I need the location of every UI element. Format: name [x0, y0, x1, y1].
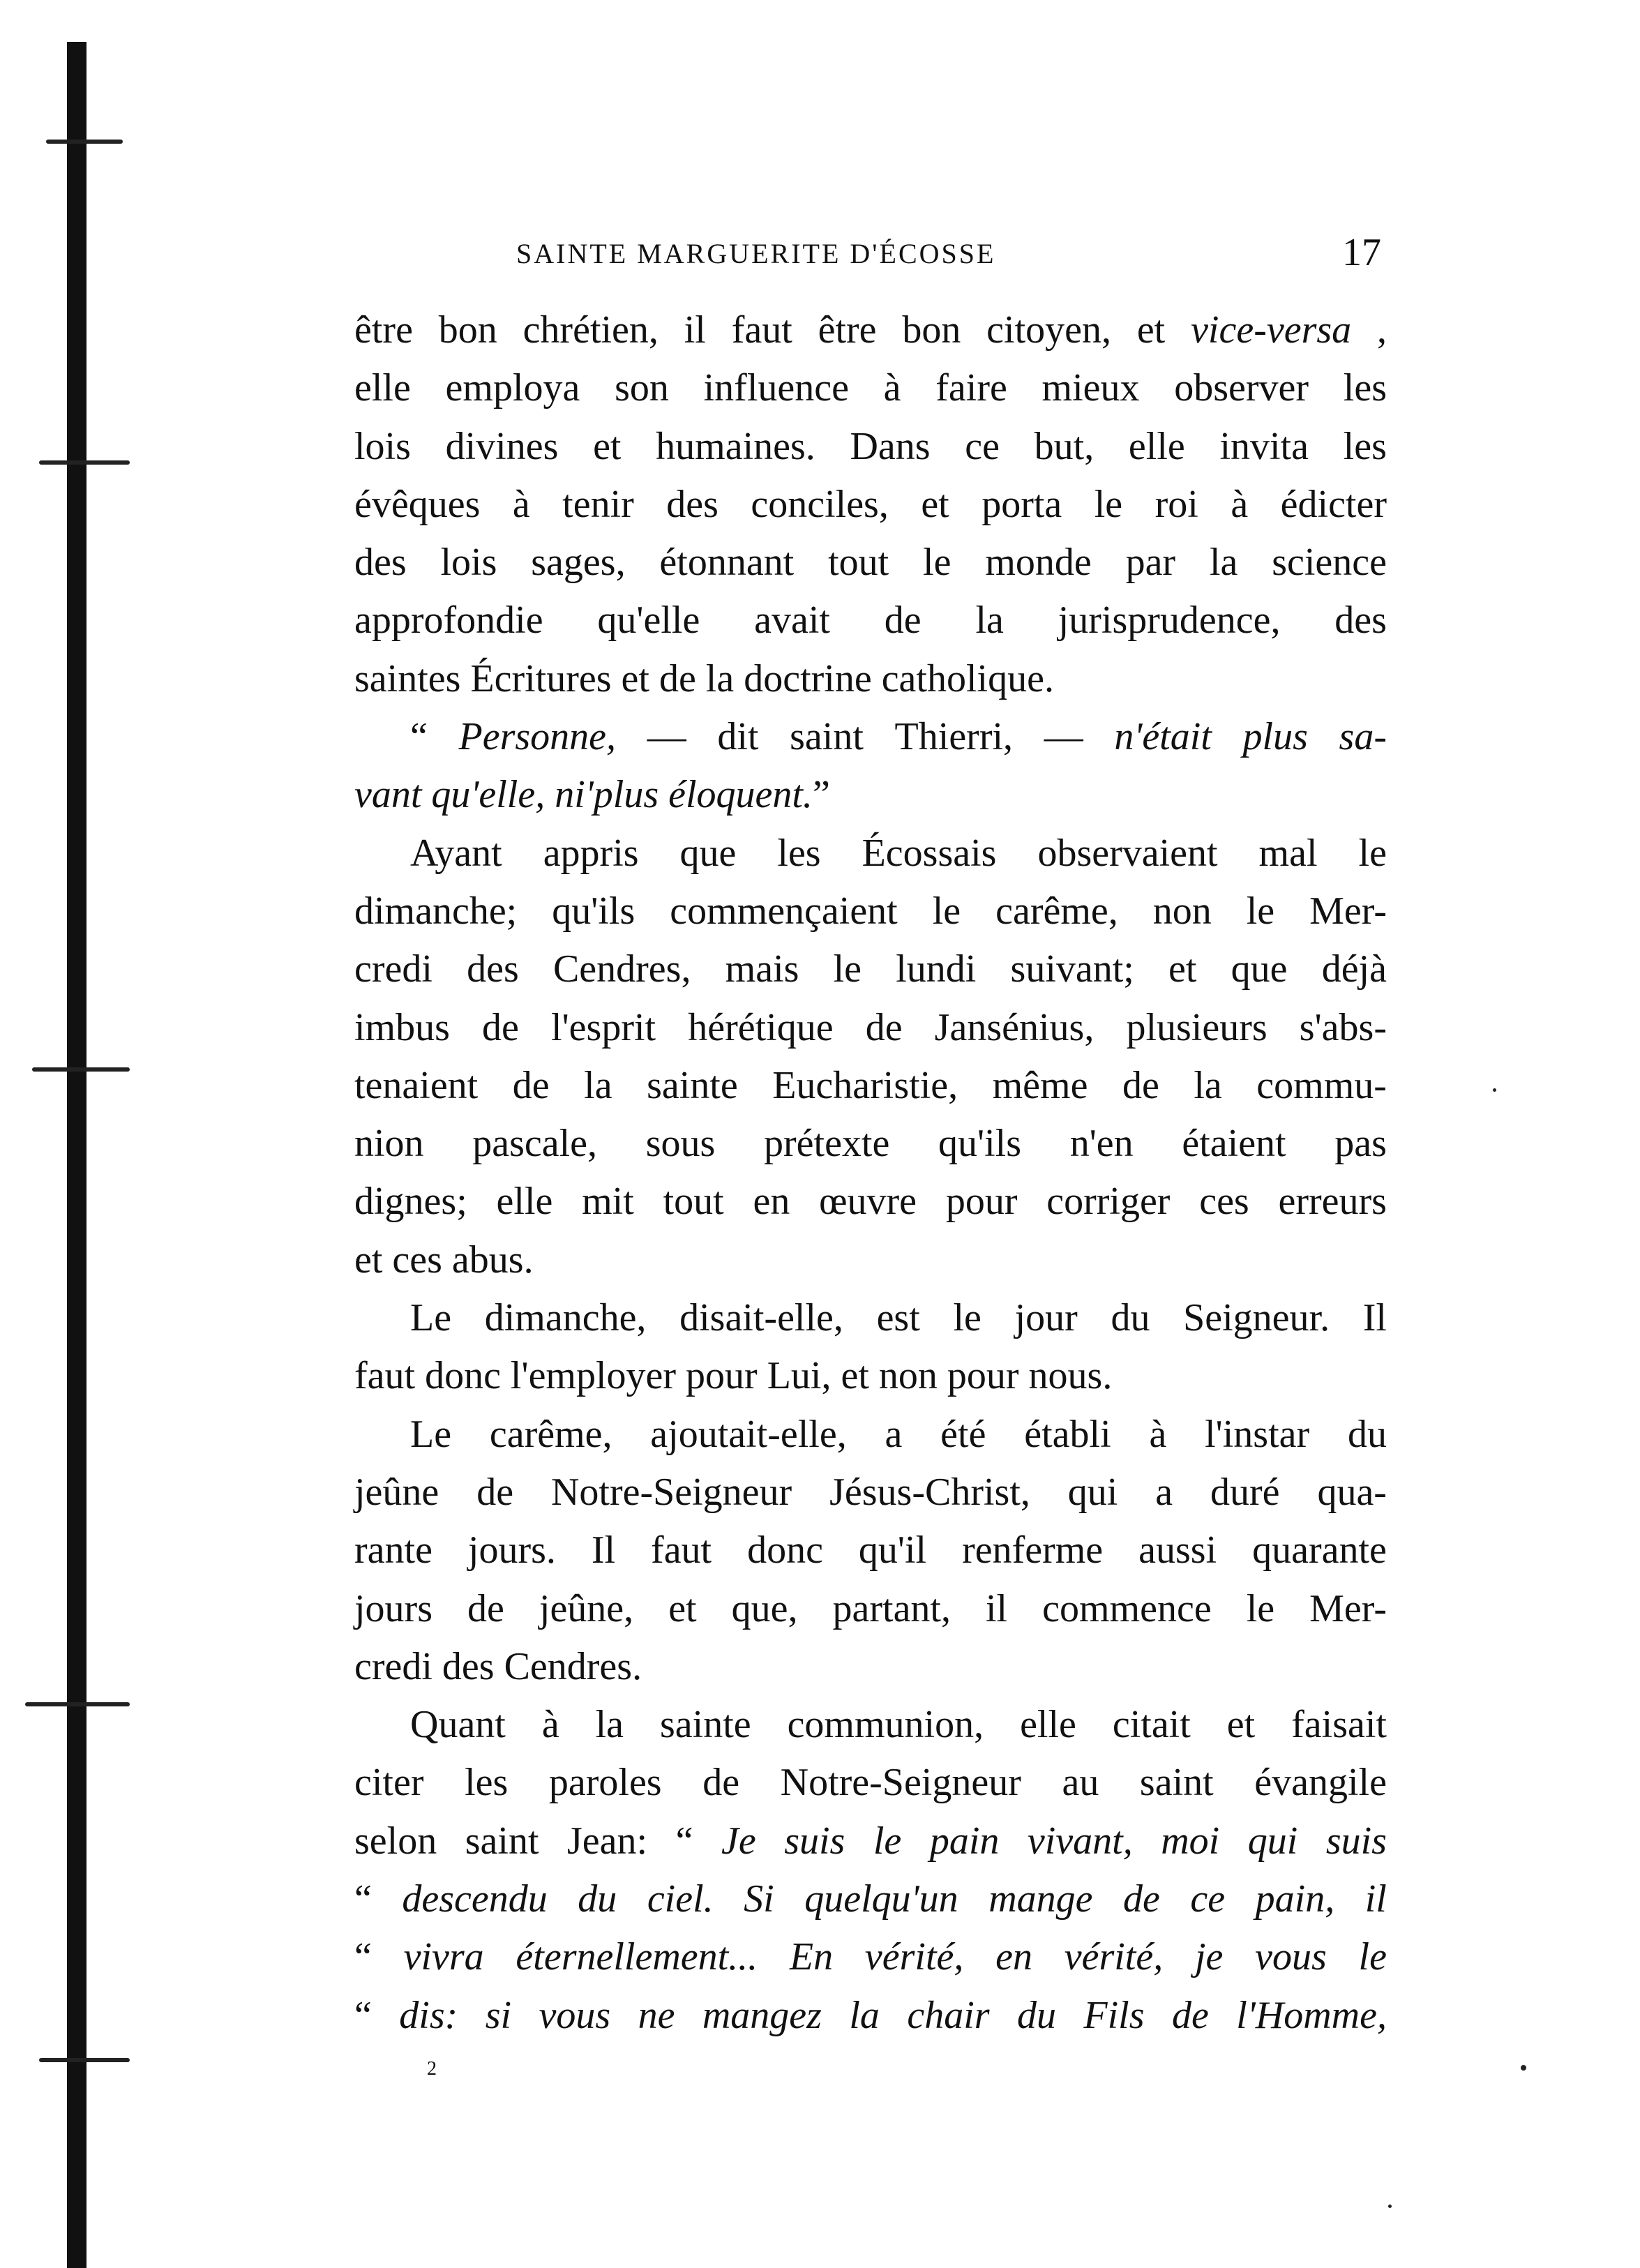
text-line: vant qu'elle, ni'plus éloquent. ” — [354, 773, 830, 817]
text-line: Ayant appris que les Écossais observaient mal le — [410, 831, 1387, 875]
print-speck — [1521, 2065, 1526, 2071]
text-line: tenaient de la sainte Eucharistie, même de la commu- — [354, 1063, 1387, 1107]
text-line: “ descendu du ciel. Si quelqu'un mange de ce pain, il — [354, 1877, 1387, 1921]
text-line: nion pascale, sous prétexte qu'ils n'en étaient pas — [354, 1122, 1387, 1166]
text-line: jours de jeûne, et que, partant, il commence le Mer- — [354, 1586, 1387, 1630]
text-line: “ vivra éternellement... En vérité, en vérité, je vous le — [354, 1935, 1387, 1979]
text-line: Le carême, ajoutait-elle, a été établi à l'instar du — [410, 1412, 1387, 1456]
text-line: citer les paroles de Notre-Seigneur au saint évangile — [354, 1761, 1387, 1805]
text-line: “ dis: si vous ne mangez la chair du Fils de l'Homme, — [354, 1993, 1387, 2037]
text-line: credi des Cendres, mais le lundi suivant; et que déjà — [354, 947, 1387, 991]
page-header — [516, 231, 1381, 279]
book-binding-edge — [67, 42, 86, 2268]
text-line: lois divines et humaines. Dans ce but, elle invita les — [354, 424, 1387, 468]
text-line: être bon chrétien, il faut être bon citoyen, et vice-versa , — [354, 308, 1387, 352]
text-line: Quant à la sainte communion, elle citait et faisait — [410, 1703, 1387, 1747]
text-line: “ Personne, — dit saint Thierri, — n'était plus sa- — [410, 715, 1387, 759]
print-speck — [1493, 1088, 1496, 1092]
text-line: elle employa son influence à faire mieux observer les — [354, 366, 1387, 410]
text-line: Le dimanche, disait-elle, est le jour du Seigneur. Il — [410, 1296, 1387, 1340]
text-line: évêques à tenir des conciles, et porta le roi à édicter — [354, 482, 1387, 526]
text-line: des lois sages, étonnant tout le monde par la science — [354, 541, 1387, 585]
text-line: dimanche; qu'ils commençaient le carême, non le Mer- — [354, 889, 1387, 933]
text-line: saintes Écritures et de la doctrine catholique. — [354, 656, 1054, 700]
text-line: selon saint Jean: “ Je suis le pain vivant, moi qui suis — [354, 1819, 1387, 1863]
text-line: rante jours. Il faut donc qu'il renferme aussi quarante — [354, 1529, 1387, 1572]
running-head: SAINTE MARGUERITE D'ÉCOSSE — [516, 238, 996, 269]
page-number: 17 — [1342, 231, 1381, 274]
text-line: dignes; elle mit tout en œuvre pour corriger ces erreurs — [354, 1180, 1387, 1224]
text-line: jeûne de Notre-Seigneur Jésus-Christ, qui a duré qua- — [354, 1470, 1387, 1514]
print-speck — [1388, 2205, 1392, 2208]
text-line: faut donc l'employer pour Lui, et non pour nous. — [354, 1354, 1113, 1398]
text-line: approfondie qu'elle avait de la jurisprudence, des — [354, 599, 1387, 643]
text-line: et ces abus. — [354, 1238, 534, 1282]
text-line: credi des Cendres. — [354, 1644, 642, 1688]
text-line: imbus de l'esprit hérétique de Jansénius, plusieurs s'abs- — [354, 1005, 1387, 1049]
body-text — [354, 301, 1387, 2045]
signature-mark: 2 — [427, 2058, 437, 2080]
